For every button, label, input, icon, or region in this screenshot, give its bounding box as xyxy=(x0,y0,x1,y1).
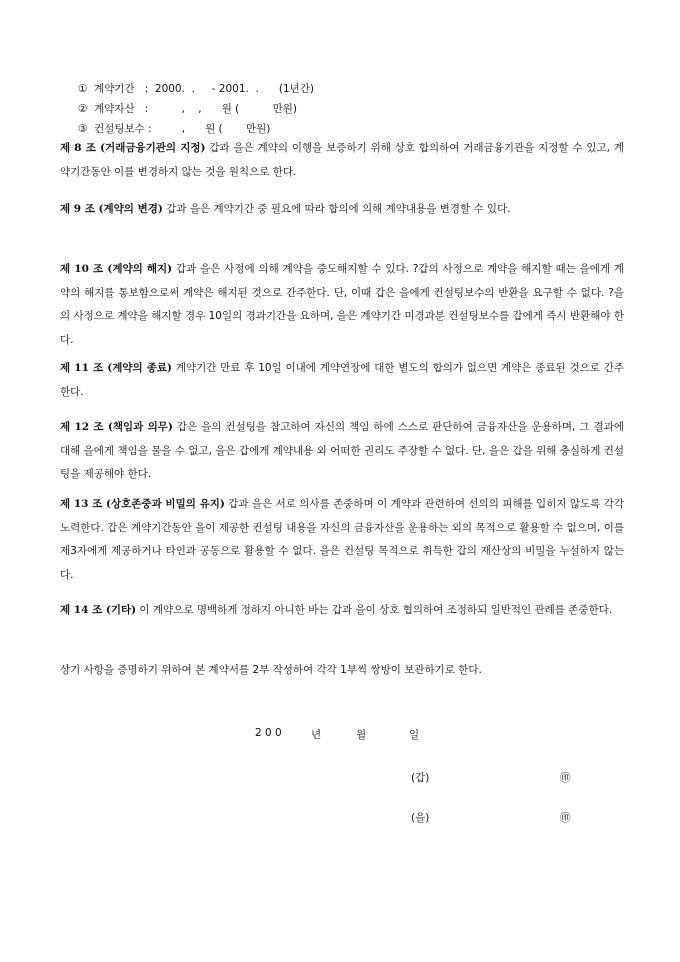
date-day-unit: 일 xyxy=(409,729,420,741)
party-gap-label: (갑) xyxy=(411,772,430,784)
article-9 xyxy=(60,198,624,222)
article-13 xyxy=(60,493,624,587)
article-13-heading: 제 13 조 (상호존중과 비밀의 유지) xyxy=(60,498,225,510)
article-10-heading: 제 10 조 (계약의 해지) xyxy=(60,263,173,275)
article-8 xyxy=(60,137,624,184)
article-8-body: 갑과 을은 계약의 이행을 보증하기 위해 상호 합의하여 거래금융기관을 지정할 수 있고, 계약기간동안 이를 변경하지 않는 것을 원칙으로 한다. xyxy=(60,142,625,178)
article-11-body: 계약기간 만료 후 10일 이내에 계약연장에 대한 별도의 합의가 없으면 계약은 종료된 것으로 간주한다. xyxy=(60,362,624,398)
contract-assets-item: ② 계약자산 : , , 원 ( 만원) xyxy=(78,103,297,115)
article-13-body: 갑과 을은 서로 의사를 존중하며 이 계약과 관련하여 선의의 피해를 입히지 않도록 각각 노력한다. 갑은 계약기간동안 을이 제공한 컨설팅 내용을 자신의 금융자산을 운용하는 외의 목적으로 활용할 수 없으며, 이를 제3자에게 제공하거나 타인과 공동으로 활용할 수 없다. 을은 컨설팅 목적으로 취득한 갑의 재산상의 비밀을 누설하지 않는다. xyxy=(60,498,624,581)
article-12-heading: 제 12 조 (책임과 의무) xyxy=(60,421,173,433)
article-10-body: 갑과 을은 사정에 의해 계약을 중도해지할 수 있다. ?갑의 사정으로 계약을 해지할 때는 을에게 계약의 해지를 통보함으로써 계약은 해지된 것으로 간주한다. 단, 이때 갑은 을에게 컨설팅보수의 반환을 요구할 수 없다. ?을의 사정으로 계약을 해지할 경우 10일의 경과기간을 요하며, 을은 계약기간 미경과분 컨설팅보수를 갑에게 즉시 반환해야 한다. xyxy=(60,263,624,346)
article-9-body: 갑과 을은 계약기간 중 필요에 따라 합의에 의해 계약내용을 변경할 수 있다. xyxy=(162,203,511,215)
closing-statement: 상기 사항을 증명하기 위하여 본 계약서를 2부 작성하여 각각 1부씩 쌍방이 보관하기로 한다. xyxy=(60,664,482,676)
article-14 xyxy=(60,599,624,623)
date-year-unit: 년 xyxy=(311,729,322,741)
contract-term-item: ① 계약기간 : 2000. . - 2001. . (1년간) xyxy=(78,83,315,95)
article-14-heading: 제 14 조 (기타) xyxy=(60,604,137,616)
article-14-body: 이 계약으로 명백하게 정하지 아니한 바는 갑과 을이 상호 협의하여 조정하되 일반적인 관례를 존중한다. xyxy=(136,604,613,616)
party-eul-seal-icon: ㊞ xyxy=(560,812,571,824)
party-gap-seal-icon: ㊞ xyxy=(560,772,571,784)
article-11-heading: 제 11 조 (계약의 종료) xyxy=(60,362,173,374)
article-11 xyxy=(60,357,624,404)
date-month-unit: 월 xyxy=(356,729,367,741)
article-8-heading: 제 8 조 (거래금융기관의 지정) xyxy=(60,142,206,154)
party-eul-label: (을) xyxy=(411,812,430,824)
article-12-body: 갑은 을의 컨설팅을 참고하여 자신의 책임 하에 스스로 판단하여 금융자산을 운용하며, 그 결과에 대해 을에게 책임을 물을 수 없고, 을은 갑에게 계약내용 외 어떠한 권리도 주장할 수 없다. 단, 을은 갑을 위해 충실하게 컨설팅을 제공해야 한다. xyxy=(60,421,624,480)
article-9-heading: 제 9 조 (계약의 변경) xyxy=(60,203,163,215)
consulting-fee-item: ③ 컨설팅보수 : , 원 ( 만원) xyxy=(78,123,271,135)
date-year: 2 0 0 xyxy=(255,727,282,739)
article-12 xyxy=(60,416,624,487)
article-10 xyxy=(60,258,624,352)
